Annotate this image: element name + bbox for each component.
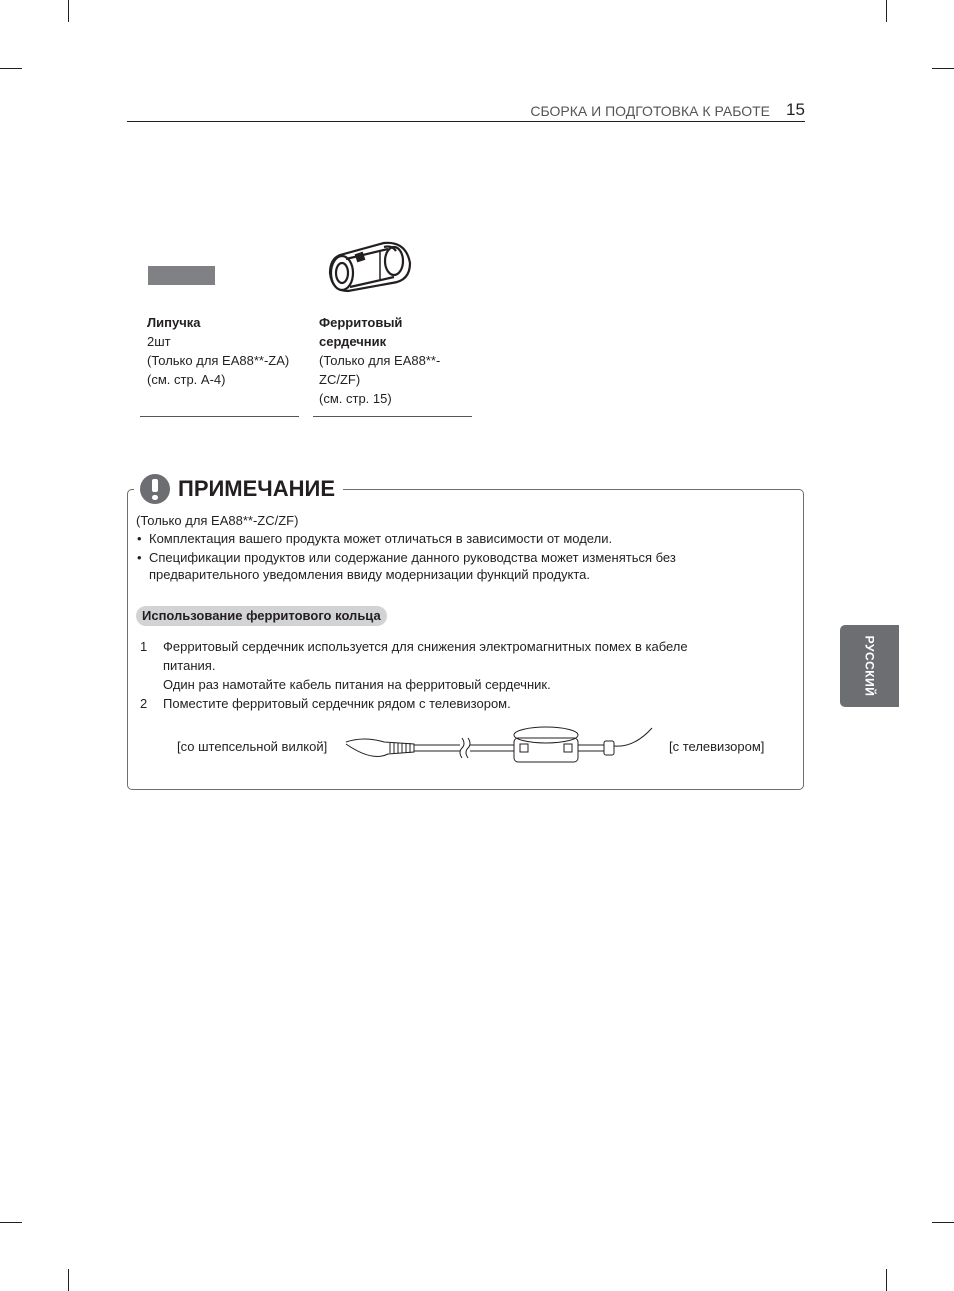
accessory-rule — [140, 416, 299, 417]
page-number: 15 — [786, 100, 805, 119]
accessory-detail: (Только для EA88**-ZA) — [147, 353, 290, 368]
bullet-dot: • — [137, 531, 142, 546]
step-number: 2 — [140, 696, 148, 711]
accessory-detail: (см. стр. A-4) — [147, 372, 226, 387]
step-text: Один раз намотайте кабель питания на ферритовый сердечник. — [163, 677, 551, 692]
note-title: ПРИМЕЧАНИЕ — [178, 476, 336, 501]
crop-mark — [886, 0, 887, 22]
crop-mark — [0, 1222, 22, 1223]
accessory-name: Липучка — [147, 315, 201, 330]
accessory-rule — [313, 416, 472, 417]
exclamation-icon — [140, 474, 170, 504]
crop-mark — [932, 68, 954, 69]
tv-side-label: [с телевизором] — [669, 739, 765, 754]
note-bullet: Спецификации продуктов или содержание данного руководства может изменяться без — [149, 550, 676, 565]
crop-mark — [68, 1269, 69, 1291]
language-tab-label-wrap — [840, 625, 899, 707]
crop-mark — [68, 0, 69, 22]
ferrite-core-image — [326, 237, 412, 295]
note-bullet-continued: предварительного уведомления ввиду модернизации функций продукта. — [149, 567, 591, 582]
section-title: СБОРКА И ПОДГОТОВКА К РАБОТЕ — [530, 103, 770, 119]
header-rule — [127, 121, 805, 122]
velcro-strip-image — [148, 266, 215, 285]
step-number: 1 — [140, 639, 148, 654]
language-tab — [840, 625, 899, 707]
crop-mark — [886, 1269, 887, 1291]
accessory-velcro — [147, 313, 289, 389]
step-text: Ферритовый сердечник используется для снижения электромагнитных помех в кабеле — [163, 639, 688, 654]
crop-mark — [0, 68, 22, 69]
note-header — [134, 470, 343, 508]
accessory-detail: 2шт — [147, 334, 171, 349]
note-bullet: Комплектация вашего продукта может отличаться в зависимости от модели. — [149, 531, 613, 546]
accessory-ferrite-core — [319, 313, 440, 408]
step-text: Поместите ферритовый сердечник рядом с телевизором. — [163, 696, 511, 711]
ferrite-usage-subheading: Использование ферритового кольца — [136, 606, 387, 626]
bullet-dot: • — [137, 550, 142, 565]
language-tab-label: РУССКИЙ — [862, 635, 877, 697]
step-text: питания. — [163, 658, 216, 673]
ferrite-cable-diagram — [344, 722, 656, 770]
accessory-detail: ZC/ZF) — [319, 372, 361, 387]
accessory-name: Ферритовый — [319, 315, 403, 330]
accessory-name: сердечник — [319, 334, 387, 349]
crop-mark — [932, 1222, 954, 1223]
plug-side-label: [со штепсельной вилкой] — [177, 739, 328, 754]
note-scope: (Только для EA88**-ZC/ZF) — [136, 513, 299, 528]
accessory-detail: (Только для EA88**- — [319, 353, 441, 368]
accessory-detail: (см. стр. 15) — [319, 391, 392, 406]
